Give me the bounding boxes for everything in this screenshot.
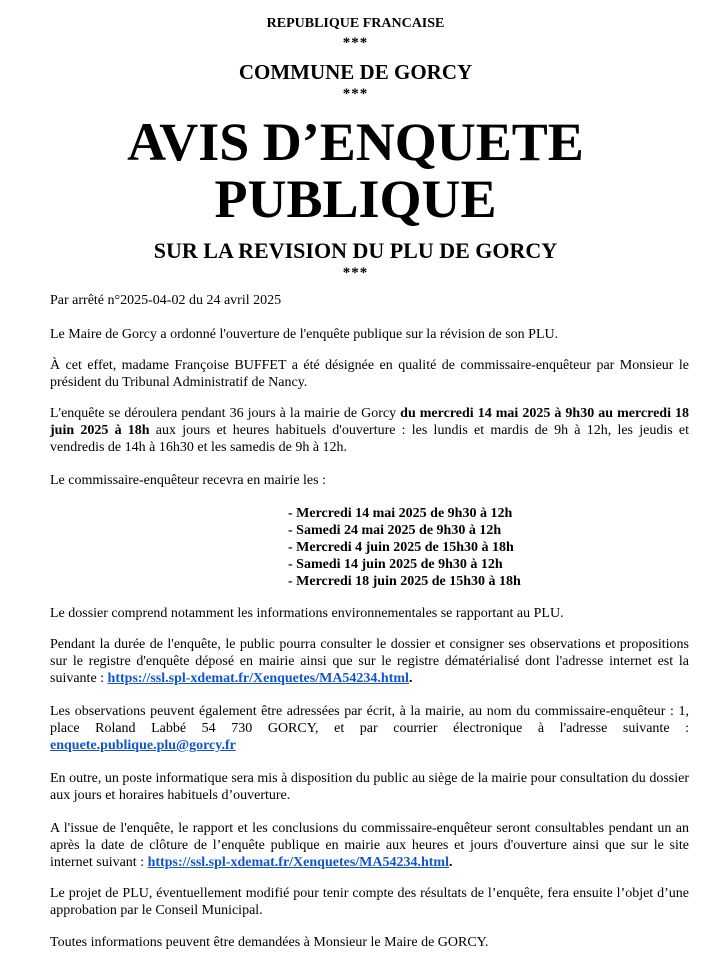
- list-item: - Mercredi 14 mai 2025 de 9h30 à 12h: [288, 506, 513, 521]
- paragraph-ordonnance: Le Maire de Gorcy a ordonné l'ouverture de l'enquête publique sur la révision de son PLU.: [50, 327, 559, 342]
- commune-header: COMMUNE DE GORCY: [238, 60, 473, 84]
- paragraph-duree-enquete: [50, 405, 689, 456]
- notice-subtitle: SUR LA REVISION DU PLU DE GORCY: [153, 238, 558, 263]
- separator-stars: ***: [342, 86, 369, 102]
- list-item: - Samedi 24 mai 2025 de 9h30 à 12h: [288, 523, 502, 538]
- paragraph-rapport: [50, 820, 689, 871]
- notice-title-line1: AVIS D’ENQUETE: [127, 112, 584, 172]
- paragraph-observations: [50, 703, 689, 754]
- permanences-list: [288, 505, 521, 590]
- list-item: - Mercredi 4 juin 2025 de 15h30 à 18h: [288, 540, 514, 555]
- consultation-end: .: [408, 671, 413, 686]
- consultation-text: Pendant la durée de l'enquête, le public pourra consulter le dossier et consigner ses observations et propositions sur le registre d'enquête déposé en mairie ainsi que sur le registre dématérialisé dont l'adresse internet est la suivante :: [50, 637, 689, 686]
- arrete-reference: Par arrêté n°2025-04-02 du 24 avril 2025: [50, 293, 282, 308]
- paragraph-commissaire: À cet effet, madame Françoise BUFFET a été désignée en qualité de commissaire-enquêteur par Monsieur le président du Tribunal Administratif de Nancy.: [50, 358, 689, 390]
- list-item: - Mercredi 18 juin 2025 de 15h30 à 18h: [288, 574, 521, 589]
- rapport-end: .: [448, 855, 453, 870]
- notice-title-line2: PUBLIQUE: [214, 169, 497, 229]
- horaires-text: aux jours et heures habituels d'ouverture : les lundis et mardis de 9h à 12h, les jeudis et vendredis de 14h à 16h30 et les samedis de 9h à 12h.: [50, 423, 689, 455]
- rapport-text: A l'issue de l'enquête, le rapport et les conclusions du commissaire-enquêteur seront consultables pendant un an après la date de clôture de l’enquête publique en mairie aux heures et jours d'ouverture ainsi que sur le site internet suivant :: [50, 821, 689, 870]
- email-link[interactable]: enquete.publique.plu@gorcy.fr: [50, 738, 236, 753]
- observations-text: Les observations peuvent également être adressées par écrit, à la mairie, au nom du commissaire-enquêteur : 1, place Roland Labbé 54 730 GORCY, et par courrier électronique à l'adresse suivante :: [50, 704, 689, 736]
- rapport-link[interactable]: https://ssl.spl-xdemat.fr/Xenquetes/MA54234.html: [147, 855, 449, 870]
- list-item: - Samedi 14 juin 2025 de 9h30 à 12h: [288, 557, 503, 572]
- paragraph-approbation: Le projet de PLU, éventuellement modifié pour tenir compte des résultats de l’enquête, fera ensuite l’objet d’une approbation par le Conseil Municipal.: [50, 886, 689, 918]
- paragraph-informations: Toutes informations peuvent être demandées à Monsieur le Maire de GORCY.: [50, 935, 489, 950]
- paragraph-consultation: [50, 636, 689, 687]
- registre-link[interactable]: https://ssl.spl-xdemat.fr/Xenquetes/MA54234.html: [107, 671, 409, 686]
- republique-header: REPUBLIQUE FRANCAISE: [266, 16, 445, 31]
- dates-enquete: du mercredi 14 mai 2025 à 9h30 au mercredi 18 juin 2025 à 18h: [50, 406, 690, 438]
- notice-title: [0, 114, 711, 228]
- separator-stars: ***: [342, 35, 369, 51]
- separator-stars: ***: [342, 265, 369, 281]
- paragraph-dossier: Le dossier comprend notamment les informations environnementales se rapportant au PLU.: [50, 606, 564, 621]
- paragraph-poste-informatique: En outre, un poste informatique sera mis à disposition du public au siège de la mairie pour consultation du dossier aux jours et horaires habituels d’ouverture.: [50, 771, 689, 803]
- duree-text: L'enquête se déroulera pendant 36 jours à la mairie de Gorcy: [50, 406, 401, 421]
- paragraph-permanences-intro: Le commissaire-enquêteur recevra en mairie les :: [50, 473, 326, 488]
